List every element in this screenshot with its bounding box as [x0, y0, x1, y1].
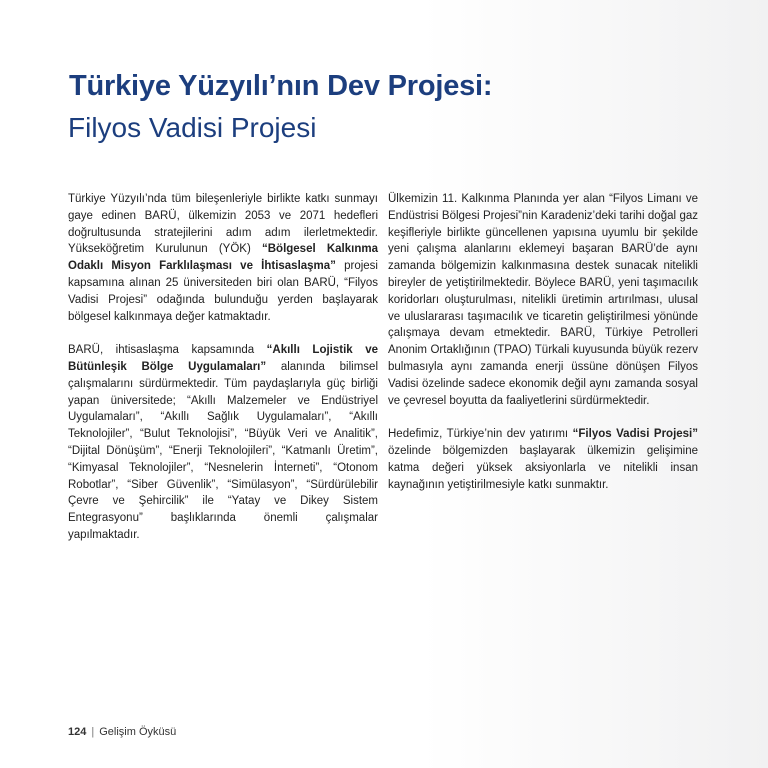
text-run: Hedefimiz, Türkiye’nin dev yatırımı	[388, 428, 573, 441]
section-name: Gelişim Öyküsü	[99, 726, 177, 738]
bold-project-name: “Bölgesel Kalkınma Odaklı Misyon Farklılaşması ve İhtisaslaşma”	[68, 243, 378, 273]
bold-project-name: “Filyos Vadisi Projesi”	[572, 428, 699, 441]
footer-separator: |	[91, 726, 95, 738]
text-run: projesi kapsamına alınan 25 üniversiteden biri olan BARÜ, “Filyos Vadisi Projesi” odağında bulunduğu yerden başlayarak bölgesel kalkınmaya değer katmaktadır.	[68, 260, 378, 323]
text-run: alanında bilimsel çalışmalarını sürdürmektedir. Tüm paydaşlarıyla güç birliği yapan üniversitede; “Akıllı Malzemeler ve Endüstriyel Uygulamaları”, “Akıllı Sağlık Uygulamaları”, “Akıllı Teknolojiler”, “Bulut Teknolojisi”, “Büyük Veri ve Analitik”, “Dijital Dönüşüm”, “Enerji Teknolojileri”, “Katmanlı Üretim”, “Kimyasal Teknolojiler”, “Nesnelerin İnterneti”, “Otonom Robotlar”, “Siber Güvenlik”, “Simülasyon”, “Sürdürülebilir Çevre ve Şehircilik” ile “Yatay ve Dikey Sistem Entegrasyonu” başlıklarında önemli çalışmalar yapılmaktadır.	[68, 360, 378, 541]
text-run: özelinde bölgemizden başlayarak ülkemizin gelişimine katma değeri yüksek aksiyonlarla ve nitelikli insan kaynağının yetiştirilmesiyle katkı sunmaktır.	[388, 444, 698, 491]
left-paragraph-1	[68, 191, 378, 325]
right-column	[388, 191, 698, 510]
right-paragraph-2	[388, 426, 698, 493]
left-column	[68, 191, 378, 561]
page-number: 124	[68, 726, 87, 738]
bold-field-name: “Akıllı Lojistik ve Bütünleşik Bölge Uygulamaları”	[68, 344, 378, 373]
text-run: Türkiye Yüzyılı’nda tüm bileşenleriyle birlikte katkı sunmayı gaye edinen BARÜ, ülkemizin 2053 ve 2071 hedefleri doğrultusunda stratejilerini adım adım ilerletmektedir. Yükseköğretim Kurulunun (YÖK)	[68, 193, 378, 256]
page-title: Türkiye Yüzyılı’nın Dev Projesi:	[69, 70, 493, 102]
right-paragraph-1: Ülkemizin 11. Kalkınma Planında yer alan “Filyos Limanı ve Endüstrisi Bölgesi Projesi”nin Karadeniz’deki tarihi doğal gaz keşifleriyle birlikte güncellenen yapısına uyumlu bir şekilde yeni çalışma alanlarını eklemeyi başaran BARÜ’de aynı zamanda bölgemizin kalkınmasına destek sunacak nitelikli bireyler de yetiştirilmektedir. Böylece BARÜ, yeni taşımacılık koridorları oluşturulması, nitelikli üretimin artırılması, ulusal ve uluslararası taşımacılık ve ticaretin geliştirilmesi yönünde çalışmaya devam etmektedir. BARÜ, Türkiye Petrolleri Anonim Ortaklığının (TPAO) Türkali kuyusunda büyük rezerv bulmasıyla aynı zamanda enerji üssüne dönüşen Filyos Vadisi özelinde sadece ekonomik değil aynı zamanda sosyal ve çevresel boyutta da faaliyetlerini sürdürmektedir.	[388, 193, 698, 407]
text-run: BARÜ, ihtisaslaşma kapsamında	[68, 344, 267, 357]
page-subtitle: Filyos Vadisi Projesi	[68, 112, 317, 143]
left-paragraph-2	[68, 342, 378, 544]
page-footer	[68, 726, 176, 738]
